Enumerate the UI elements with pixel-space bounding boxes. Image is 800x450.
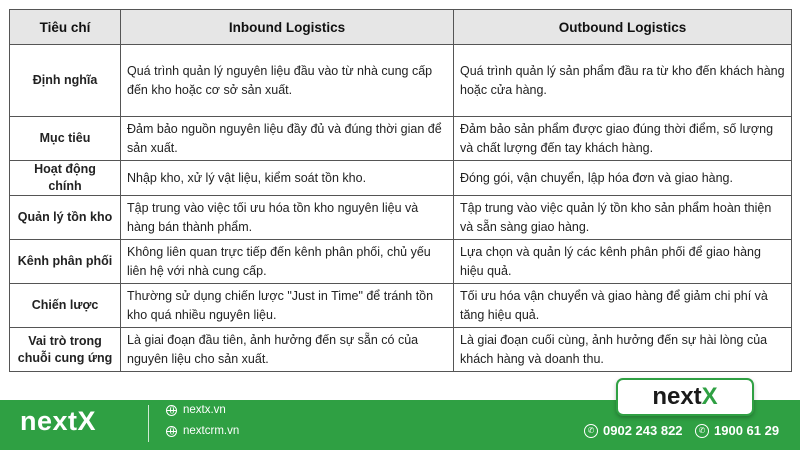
row-inbound-cell: Là giai đoạn đầu tiên, ảnh hưởng đến sự sẵn có của nguyên liệu cho sản xuất. [121, 328, 454, 372]
phone-number: 1900 61 29 [714, 423, 780, 438]
row-criterion: Quản lý tồn kho [10, 196, 121, 240]
header-inbound: Inbound Logistics [121, 10, 454, 45]
row-criterion: Hoạt động chính [10, 161, 121, 196]
row-inbound-cell: Không liên quan trực tiếp đến kênh phân phối, chủ yếu liên hệ với nhà cung cấp. [121, 240, 454, 284]
row-outbound-cell: Tối ưu hóa vận chuyển và giao hàng để giảm chi phí và tăng hiệu quả. [454, 284, 792, 328]
row-outbound-cell: Đóng gói, vận chuyển, lập hóa đơn và giao hàng. [454, 161, 792, 196]
website-link-nextcrm[interactable] [166, 425, 239, 437]
row-inbound-cell: Đảm bảo nguồn nguyên liệu đầy đủ và đúng thời gian để sản xuất. [121, 117, 454, 161]
row-criterion: Vai trò trong chuỗi cung ứng [10, 328, 121, 372]
nextx-logo-badge [616, 378, 754, 416]
table-row [10, 196, 792, 240]
row-inbound-cell: Thường sử dụng chiến lược "Just in Time" để tránh tồn kho quá nhiều nguyên liệu. [121, 284, 454, 328]
logo-text-main: next [652, 383, 702, 410]
row-criterion: Chiến lược [10, 284, 121, 328]
table-row [10, 117, 792, 161]
row-outbound-cell: Là giai đoạn cuối cùng, ảnh hưởng đến sự hài lòng của khách hàng và doanh thu. [454, 328, 792, 372]
phone-number: 0902 243 822 [603, 423, 683, 438]
table-row [10, 328, 792, 372]
row-outbound-cell: Đảm bảo sản phẩm được giao đúng thời điểm, số lượng và chất lượng đến tay khách hàng. [454, 117, 792, 161]
logistics-comparison-table [9, 9, 792, 372]
table-row [10, 161, 792, 196]
footer-divider [148, 405, 149, 442]
row-criterion: Định nghĩa [10, 45, 121, 117]
globe-icon [166, 426, 177, 437]
header-criteria: Tiêu chí [10, 10, 121, 45]
phone-icon: ✆ [695, 424, 709, 438]
row-inbound-cell: Tập trung vào việc tối ưu hóa tồn kho nguyên liệu và hàng bán thành phẩm. [121, 196, 454, 240]
table-row [10, 240, 792, 284]
table-row [10, 45, 792, 117]
row-outbound-cell: Tập trung vào việc quản lý tồn kho sản phẩm hoàn thiện và sẵn sàng giao hàng. [454, 196, 792, 240]
comparison-table-container [9, 9, 791, 372]
footer-brand-logo: nextX [20, 406, 97, 436]
website-link-nextx[interactable] [166, 404, 226, 416]
row-inbound-cell: Nhập kho, xử lý vật liệu, kiểm soát tồn kho. [121, 161, 454, 196]
row-outbound-cell: Lựa chọn và quản lý các kênh phân phối để giao hàng hiệu quả. [454, 240, 792, 284]
row-outbound-cell: Quá trình quản lý sản phẩm đầu ra từ kho đến khách hàng hoặc cửa hàng. [454, 45, 792, 117]
phone-link-hotline[interactable] [695, 423, 779, 438]
logo-text-accent: X [701, 383, 718, 410]
row-inbound-cell: Quá trình quản lý nguyên liệu đầu vào từ nhà cung cấp đến kho hoặc cơ sở sản xuất. [121, 45, 454, 117]
table-row [10, 284, 792, 328]
row-criterion: Kênh phân phối [10, 240, 121, 284]
table-header-row [10, 10, 792, 45]
website-label: nextx.vn [183, 404, 226, 416]
phone-link-mobile[interactable] [584, 423, 683, 438]
row-criterion: Mục tiêu [10, 117, 121, 161]
header-outbound: Outbound Logistics [454, 10, 792, 45]
phone-icon: ✆ [584, 424, 598, 438]
globe-icon [166, 405, 177, 416]
website-label: nextcrm.vn [183, 425, 240, 437]
